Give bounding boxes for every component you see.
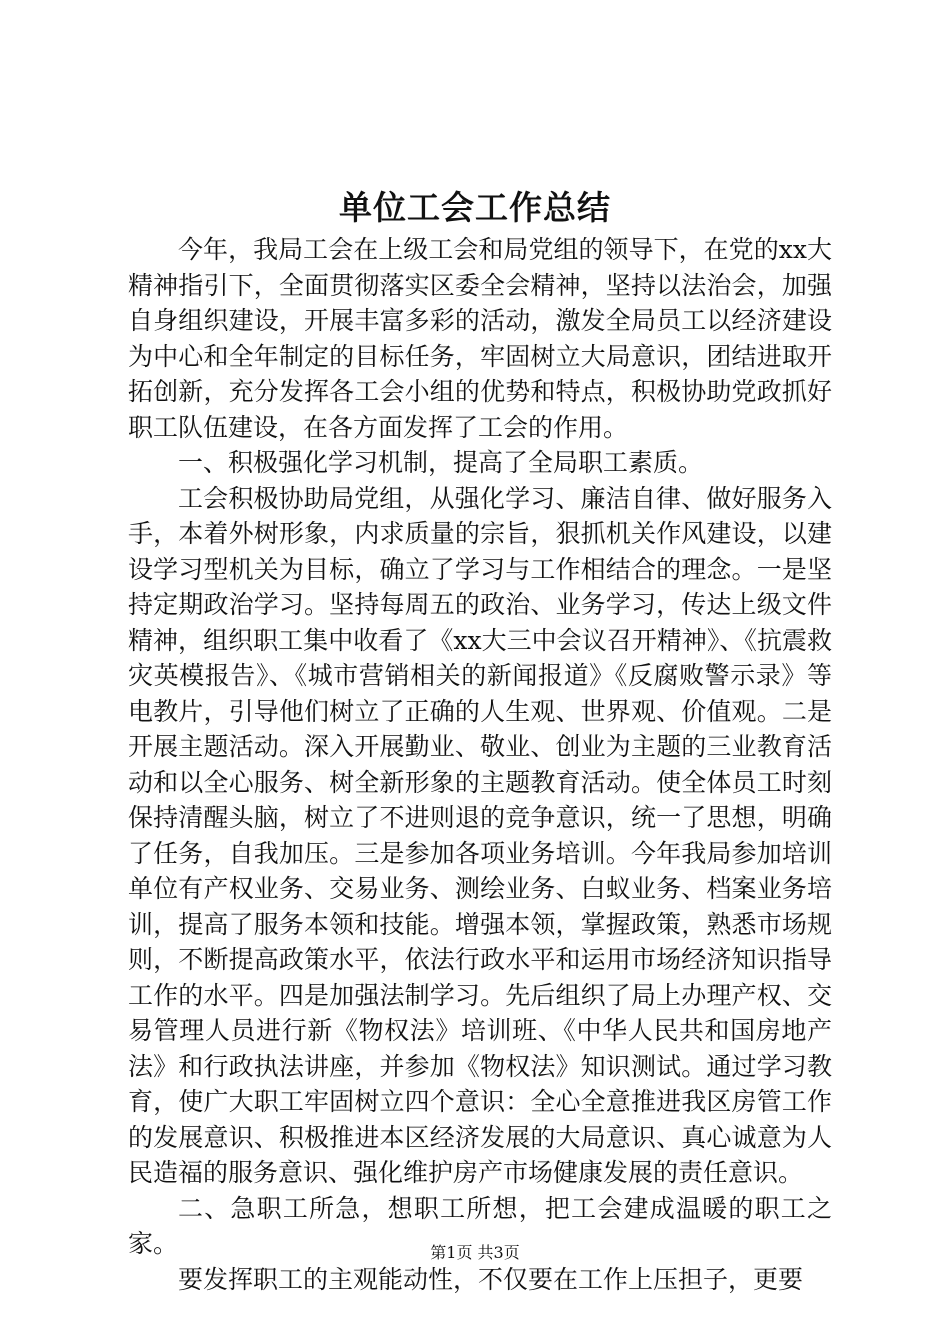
section-heading-1: 一、积极强化学习机制，提高了全局职工素质。 [178,448,704,477]
section-heading-2: 二、急职工所急，想职工所想，把工会建成温暖的职工之家。 [128,1193,832,1258]
document-body [128,232,832,1297]
paragraph-section-1: 工会积极协助局党组，从强化学习、廉洁自律、做好服务入手，本着外树形象，内求质量的宗旨，狠抓机关作风建设，以建设学习型机关为目标，确立了学习与工作相结合的理念。一是坚持定期政治学习。坚持每周五的政治、业务学习，传达上级文件精神，组织职工集中收看了《xx大三中会议召开精神》、《抗震救灾英模报告》、《城市营销相关的新闻报道》《反腐败警示录》等电教片，引导他们树立了正确的人生观、世界观、价值观。二是开展主题活动。深入开展勤业、敬业、创业为主题的三业教育活动和以全心服务、树全新形象的主题教育活动。使全体员工时刻保持清醒头脑，树立了不进则退的竞争意识，统一了思想，明确了任务，自我加压。三是参加各项业务培训。今年我局参加培训单位有产权业务、交易业务、测绘业务、白蚁业务、档案业务培训，提高了服务本领和技能。增强本领，掌握政策，熟悉市场规则，不断提高政策水平，依法行政水平和运用市场经济知识指导工作的水平。四是加强法制学习。先后组织了局上办理产权、交易管理人员进行新《物权法》培训班、《中华人民共和国房地产法》和行政执法讲座，并参加《物权法》知识测试。通过学习教育，使广大职工牢固树立四个意识：全心全意推进我区房管工作的发展意识、积极推进本区经济发展的大局意识、真心诚意为人民造福的服务意识、强化维护房产市场健康发展的责任意识。 [128,483,832,1187]
paragraph-section-2: 要发挥职工的主观能动性，不仅要在工作上压担子，更要 [178,1264,804,1294]
page-footer: 第1页 共3页 [430,1243,520,1262]
paragraph-intro: 今年，我局工会在上级工会和局党组的领导下，在党的xx大精神指引下，全面贯彻落实区委全会精神，坚持以法治会，加强自身组织建设，开展丰富多彩的活动，激发全局员工以经济建设为中心和全年制定的目标任务，牢固树立大局意识，团结进取开拓创新，充分发挥各工会小组的优势和特点，积极协助党政抓好职工队伍建设，在各方面发挥了工会的作用。 [128,235,832,442]
page-title: 单位工会工作总结 [339,188,611,227]
